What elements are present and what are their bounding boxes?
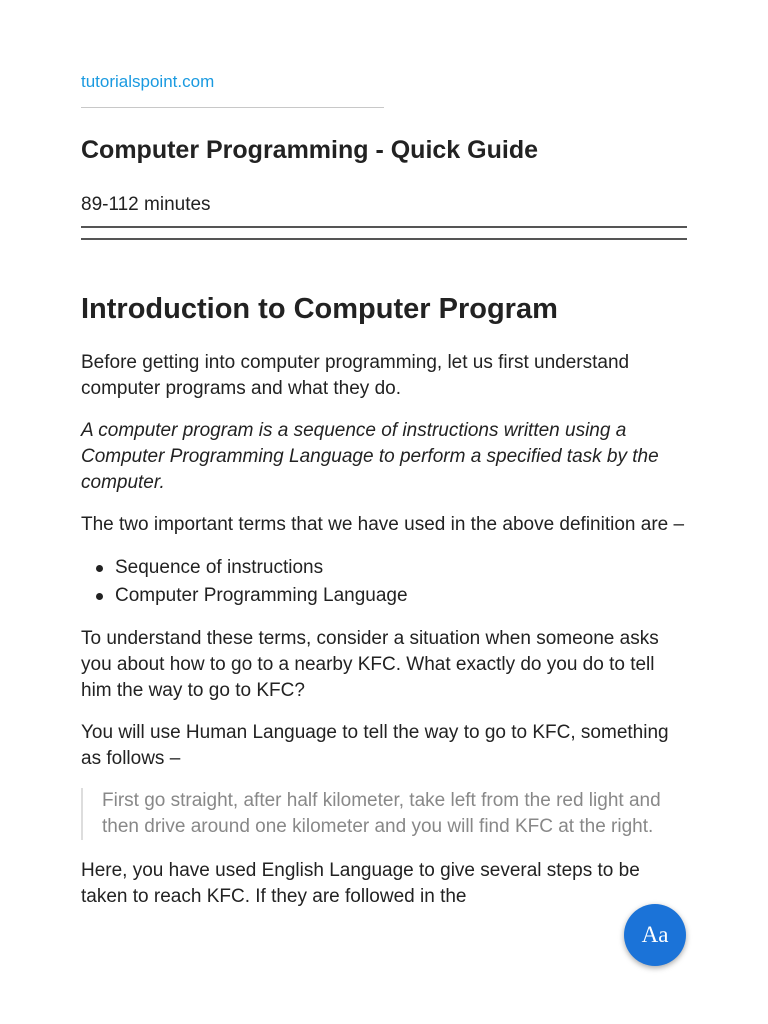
list-item (115, 554, 687, 582)
source-divider (81, 107, 384, 108)
article-title: Computer Programming - Quick Guide (81, 136, 538, 164)
header-divider-top (81, 226, 687, 228)
read-time: 89-112 minutes (81, 194, 211, 215)
directions-quote: First go straight, after half kilometer, take left from the red light and then drive around one kilometer and you will find KFC at the right. (81, 788, 687, 840)
paragraph-intro: Before getting into computer programming, let us first understand computer programs and what they do. (81, 352, 630, 399)
list-item-text: Sequence of instructions (115, 557, 324, 578)
font-settings-button[interactable] (624, 904, 686, 966)
terms-list (81, 554, 687, 610)
section-heading: Introduction to Computer Program (81, 293, 558, 325)
paragraph-human-language: You will use Human Language to tell the way to go to KFC, something as follows – (81, 722, 669, 769)
article-content (81, 288, 687, 926)
font-settings-icon: Aa (641, 922, 669, 947)
paragraph-situation: To understand these terms, consider a situation when someone asks you about how to go to a nearby KFC. What exactly do you do to tell him the way to go to KFC? (81, 628, 659, 701)
list-item (115, 582, 687, 610)
paragraph-terms: The two important terms that we have used in the above definition are – (81, 514, 685, 535)
source-link[interactable]: tutorialspoint.com (81, 72, 215, 91)
paragraph-definition: A computer program is a sequence of instructions written using a Computer Programming Language to perform a specified task by the computer. (81, 420, 659, 493)
bullet-icon (96, 593, 103, 600)
header-divider-bottom (81, 238, 687, 240)
bullet-icon (96, 565, 103, 572)
paragraph-english: Here, you have used English Language to give several steps to be taken to reach KFC. If they are followed in the (81, 860, 640, 907)
list-item-text: Computer Programming Language (115, 585, 408, 606)
